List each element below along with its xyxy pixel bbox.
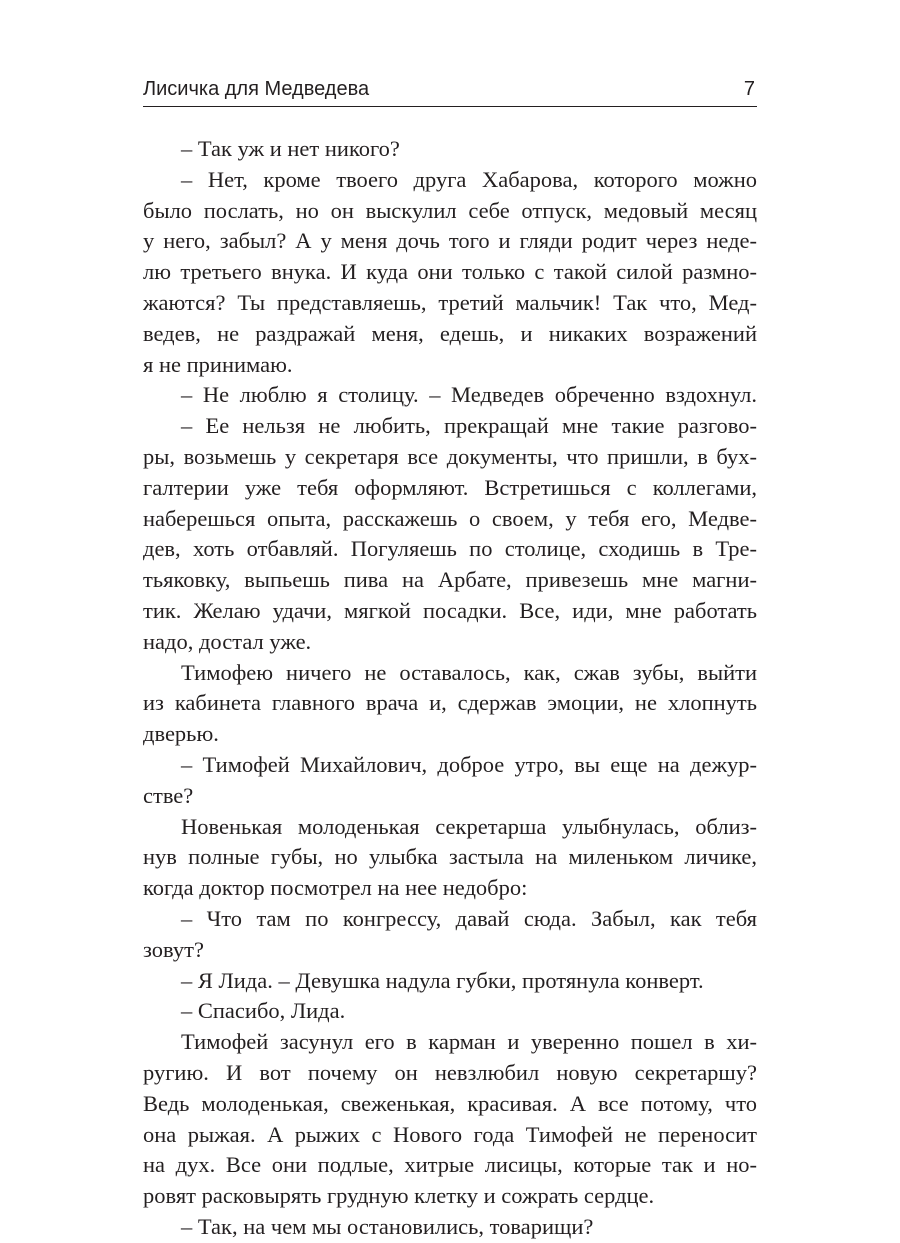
text-line: когда доктор посмотрел на нее недобро: xyxy=(143,875,528,901)
text-line: ровят расковырять грудную клетку и сожрать сердце. xyxy=(143,1183,655,1209)
text-line: дверью. xyxy=(143,721,219,747)
text-line: у него, забыл? А у меня дочь того и гляди родит через неде- xyxy=(143,228,757,254)
text-line: тик. Желаю удачи, мягкой посадки. Все, иди, мне работать xyxy=(143,597,757,623)
text-line: из кабинета главного врача и, сдержав эмоции, не хлопнуть xyxy=(143,690,757,716)
text-line: ры, возьмешь у секретаря все документы, что пришли, в бух- xyxy=(143,443,757,469)
text-line: надо, достал уже. xyxy=(143,628,312,654)
text-line: нув полные губы, но улыбка застыла на миленьком личике, xyxy=(143,844,757,870)
text-line: ругию. И вот почему он невзлюбил новую секретаршу? xyxy=(143,1059,757,1085)
text-line: – Так уж и нет никого? xyxy=(181,136,400,161)
text-line: тьяковку, выпьешь пива на Арбате, привезешь мне магни- xyxy=(143,567,757,593)
page-number: 7 xyxy=(743,78,755,100)
text-line: она рыжая. А рыжих с Нового года Тимофей не переносит xyxy=(143,1121,757,1147)
text-line: было послать, но он выскулил себе отпуск, медовый месяц xyxy=(143,197,757,223)
text-line: стве? xyxy=(143,782,194,808)
body-text xyxy=(143,134,757,1243)
text-line: на дух. Все они подлые, хитрые лисицы, которые так и но- xyxy=(143,1152,757,1178)
text-line: – Нет, кроме твоего друга Хабарова, которого можно xyxy=(181,166,757,192)
text-line: – Ее нельзя не любить, прекращай мне такие разгово- xyxy=(181,413,757,439)
text-line: Ведь молоденькая, свеженькая, красивая. А все потому, что xyxy=(143,1090,757,1116)
text-line: галтерии уже тебя оформляют. Встретишься с коллегами, xyxy=(143,474,757,500)
text-line: Тимофей засунул его в карман и уверенно пошел в хи- xyxy=(181,1029,757,1055)
text-line: наберешься опыта, расскажешь о своем, у тебя его, Медве- xyxy=(143,505,757,531)
text-line: зовут? xyxy=(143,936,204,962)
running-header xyxy=(143,74,757,107)
text-line: – Тимофей Михайлович, доброе утро, вы еще на дежур- xyxy=(181,751,757,777)
book-title: Лисичка для Медведева xyxy=(143,78,370,100)
text-line: ведев, не раздражай меня, едешь, и никаких возражений xyxy=(143,320,757,346)
text-line: дев, хоть отбавляй. Погуляешь по столице, сходишь в Тре- xyxy=(143,536,757,562)
text-line: – Так, на чем мы остановились, товарищи? xyxy=(181,1213,594,1239)
text-line: я не принимаю. xyxy=(143,351,293,377)
text-line: – Я Лида. – Девушка надула губки, протянула конверт. xyxy=(181,967,704,993)
text-line: – Спасибо, Лида. xyxy=(181,998,346,1024)
text-line: – Не люблю я столицу. – Медведев обреченно вздохнул. xyxy=(181,382,757,408)
text-line: – Что там по конгрессу, давай сюда. Забыл, как тебя xyxy=(181,905,757,931)
text-line: Тимофею ничего не оставалось, как, сжав зубы, выйти xyxy=(181,659,757,685)
text-line: жаются? Ты представляешь, третий мальчик! Так что, Мед- xyxy=(143,289,757,315)
text-line: лю третьего внука. И куда они только с такой силой размно- xyxy=(143,259,757,285)
text-line: Новенькая молоденькая секретарша улыбнулась, облиз- xyxy=(181,813,757,839)
